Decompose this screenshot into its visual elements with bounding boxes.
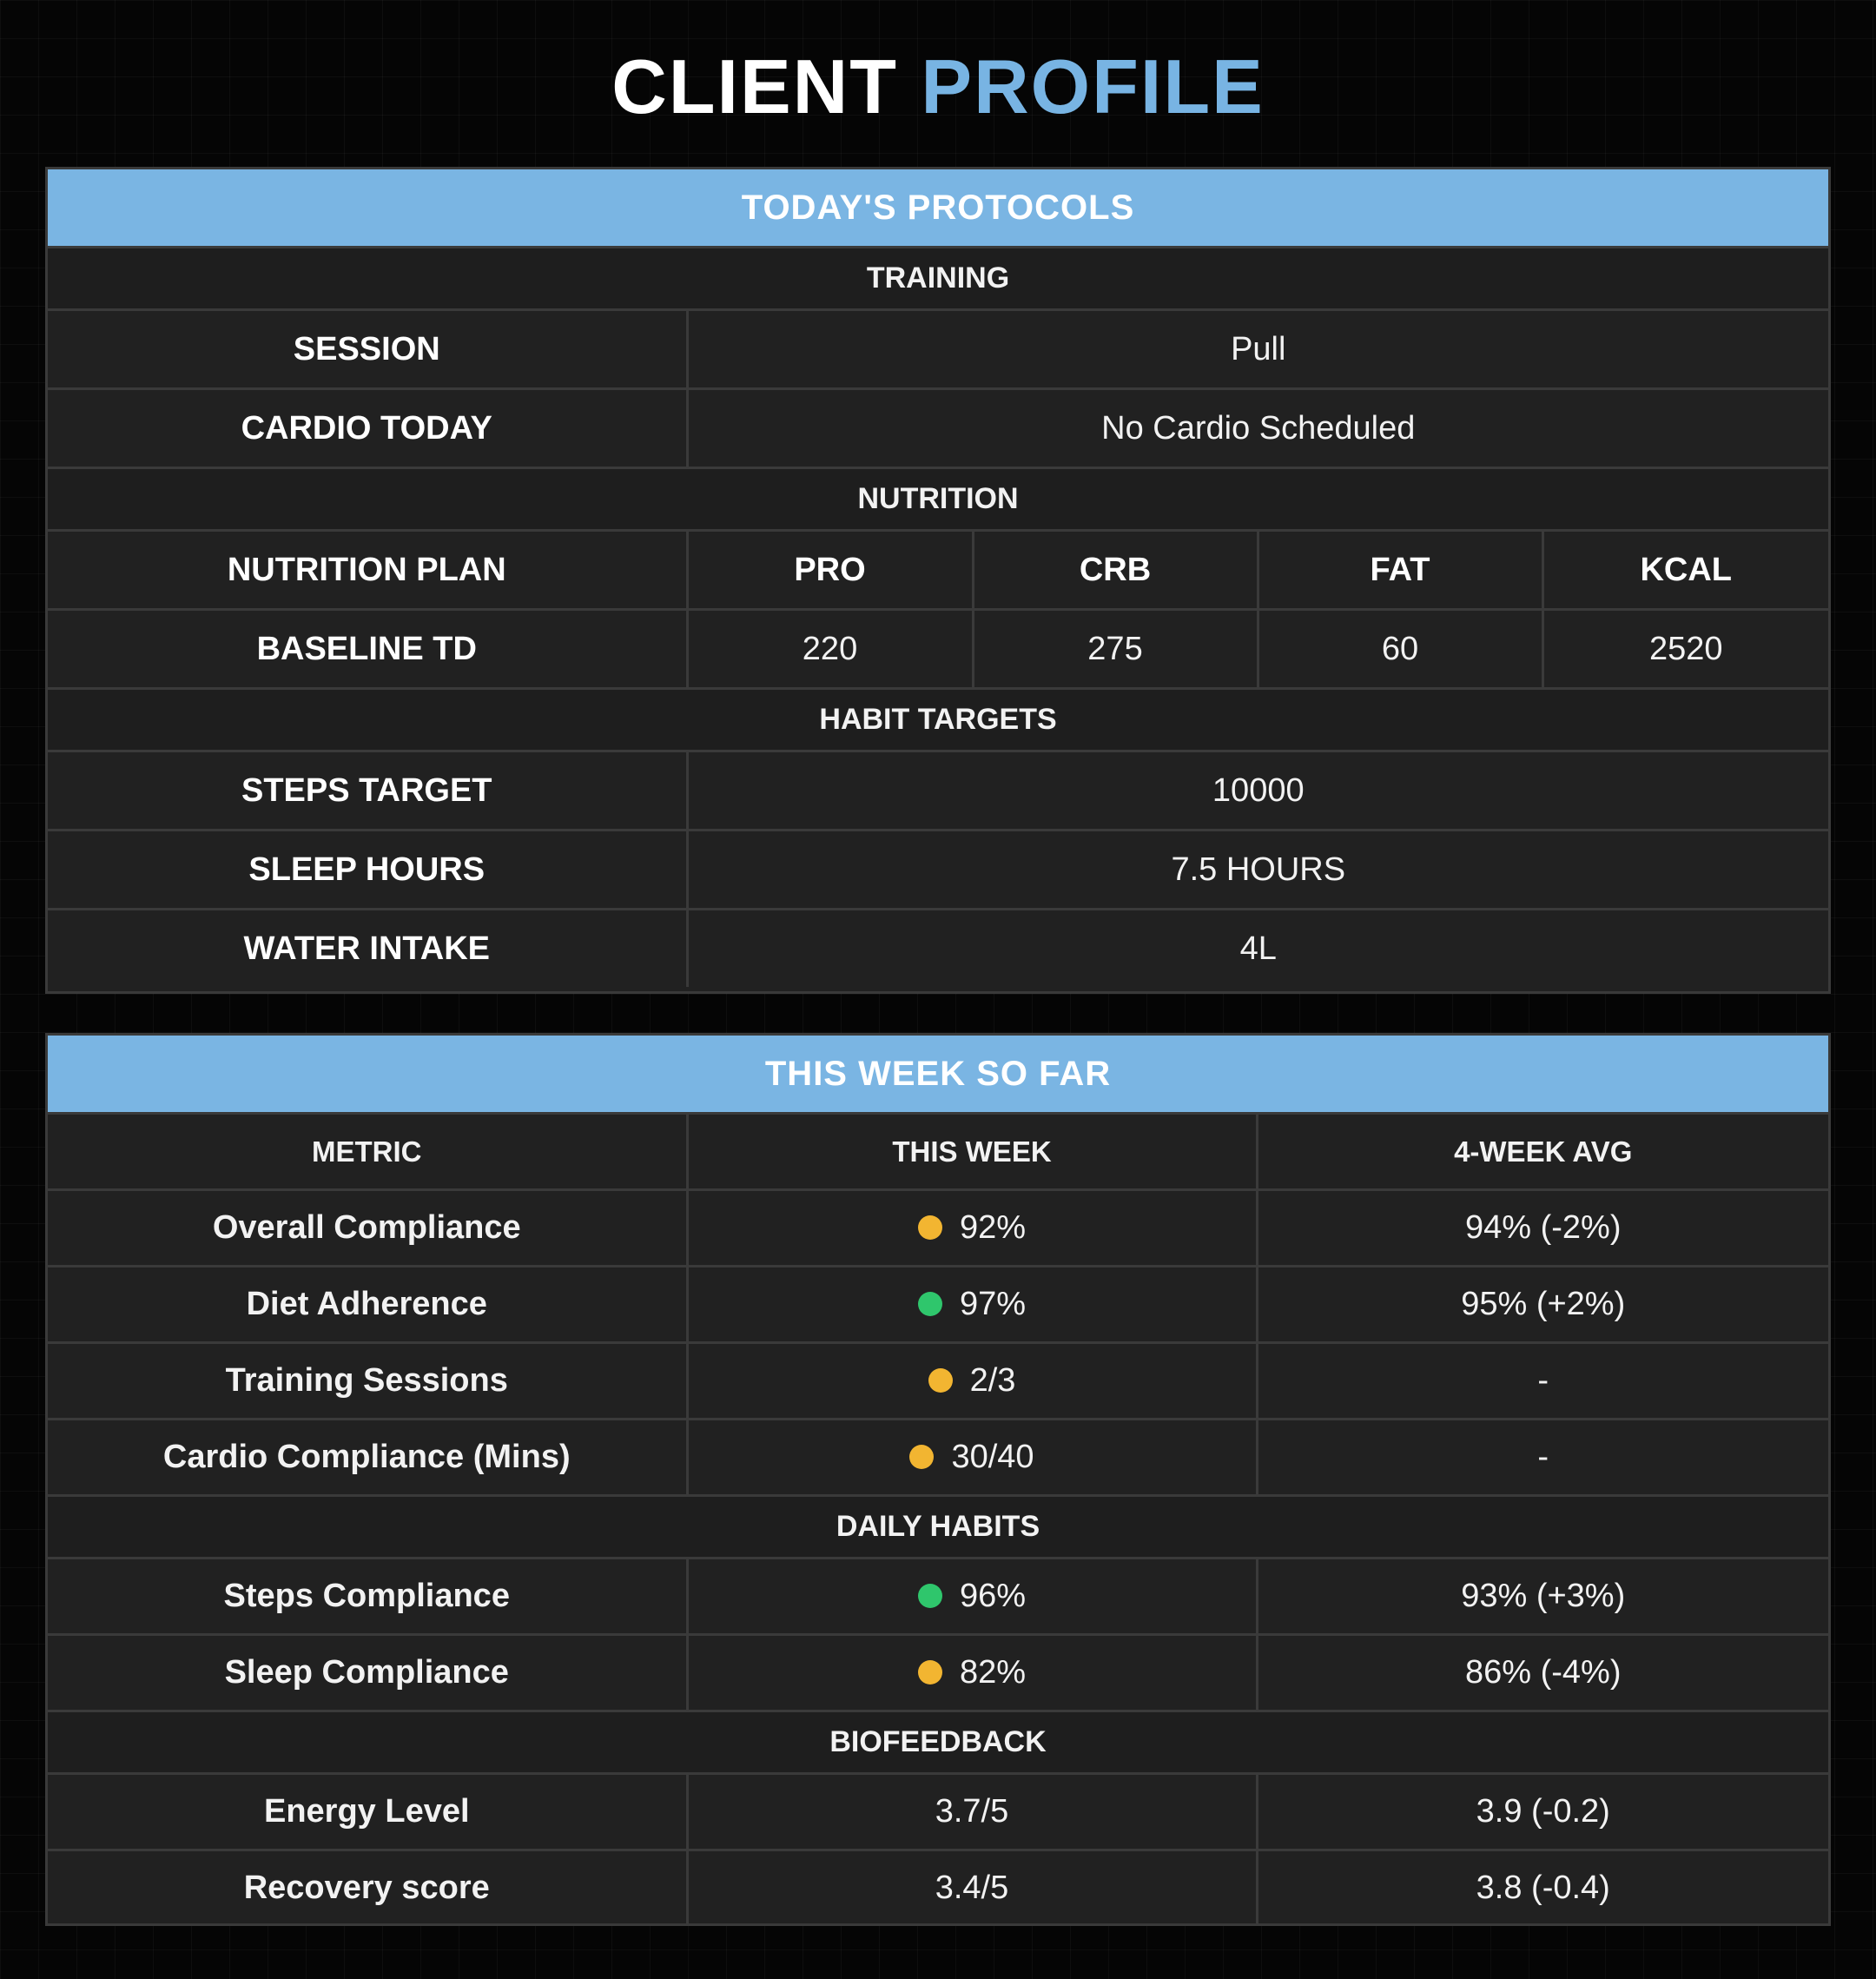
steps-target-label: STEPS TARGET [48, 751, 687, 831]
this-week-column-header: THIS WEEK [687, 1115, 1257, 1190]
week-table [48, 1115, 1828, 1925]
todays-protocols-panel [45, 167, 1831, 994]
title-word-client: CLIENT [611, 43, 898, 129]
sleep-compliance-value: 82% [959, 1654, 1027, 1691]
energy-level-avg: 3.9 (-0.2) [1257, 1774, 1828, 1850]
carbs-header: CRB [973, 531, 1258, 610]
status-dot-icon [928, 1368, 953, 1393]
status-dot-icon [918, 1292, 942, 1316]
kcal-header: KCAL [1542, 531, 1828, 610]
status-dot-icon [918, 1584, 942, 1608]
diet-adherence-value: 97% [959, 1286, 1027, 1322]
biofeedback-section-label: BIOFEEDBACK [48, 1711, 1828, 1774]
sleep-hours-label: SLEEP HOURS [48, 831, 687, 910]
table-row [48, 1774, 1828, 1850]
carbs-value: 275 [973, 610, 1258, 689]
table-row [48, 1190, 1828, 1267]
cardio-today-value: No Cardio Scheduled [687, 389, 1828, 468]
status-dot-icon [918, 1215, 942, 1240]
water-intake-value: 4L [687, 910, 1828, 988]
biofeedback-section-row [48, 1711, 1828, 1774]
nutrition-section-label: NUTRITION [48, 468, 1828, 531]
training-sessions-avg: - [1257, 1343, 1828, 1420]
training-section-label: TRAINING [48, 248, 1828, 310]
fat-header: FAT [1258, 531, 1542, 610]
habit-targets-section-label: HABIT TARGETS [48, 689, 1828, 751]
table-row [48, 1267, 1828, 1343]
metric-header: METRIC [48, 1115, 687, 1190]
cardio-today-row [48, 389, 1828, 468]
status-dot-icon [918, 1660, 942, 1684]
table-row [48, 1420, 1828, 1496]
table-row [48, 1850, 1828, 1926]
table-row [48, 1635, 1828, 1711]
protein-value: 220 [687, 610, 973, 689]
training-sessions-value: 2/3 [969, 1362, 1016, 1399]
recovery-score-label: Recovery score [48, 1850, 687, 1926]
sleep-hours-value: 7.5 HOURS [687, 831, 1828, 910]
baseline-row [48, 610, 1828, 689]
cardio-compliance-value: 30/40 [951, 1439, 1034, 1475]
diet-adherence-label: Diet Adherence [48, 1267, 687, 1343]
steps-target-value: 10000 [687, 751, 1828, 831]
overall-compliance-avg: 94% (-2%) [1257, 1190, 1828, 1267]
recovery-score-avg: 3.8 (-0.4) [1257, 1850, 1828, 1926]
training-section-row [48, 248, 1828, 310]
kcal-value: 2520 [1542, 610, 1828, 689]
daily-habits-section-label: DAILY HABITS [48, 1496, 1828, 1559]
steps-compliance-avg: 93% (+3%) [1257, 1559, 1828, 1635]
table-row [48, 1559, 1828, 1635]
page-title [0, 35, 1876, 139]
water-intake-row [48, 910, 1828, 988]
steps-compliance-this-week [687, 1559, 1257, 1635]
steps-compliance-value: 96% [959, 1578, 1027, 1614]
protein-header: PRO [687, 531, 973, 610]
overall-compliance-value: 92% [959, 1209, 1027, 1246]
session-value: Pull [687, 310, 1828, 389]
overall-compliance-this-week [687, 1190, 1257, 1267]
four-week-avg-header: 4-WEEK AVG [1257, 1115, 1828, 1190]
session-row [48, 310, 1828, 389]
diet-adherence-avg: 95% (+2%) [1257, 1267, 1828, 1343]
table-row [48, 1343, 1828, 1420]
week-column-header-row [48, 1115, 1828, 1190]
nutrition-header-row [48, 531, 1828, 610]
cardio-today-label: CARDIO TODAY [48, 389, 687, 468]
fat-value: 60 [1258, 610, 1542, 689]
sleep-compliance-this-week [687, 1635, 1257, 1711]
daily-habits-section-row [48, 1496, 1828, 1559]
this-week-panel [45, 1033, 1831, 1926]
cardio-compliance-avg: - [1257, 1420, 1828, 1496]
energy-level-label: Energy Level [48, 1774, 687, 1850]
water-intake-label: WATER INTAKE [48, 910, 687, 988]
sleep-hours-row [48, 831, 1828, 910]
nutrition-section-row [48, 468, 1828, 531]
sleep-compliance-avg: 86% (-4%) [1257, 1635, 1828, 1711]
training-sessions-this-week [687, 1343, 1257, 1420]
session-label: SESSION [48, 310, 687, 389]
overall-compliance-label: Overall Compliance [48, 1190, 687, 1267]
nutrition-plan-header: NUTRITION PLAN [48, 531, 687, 610]
diet-adherence-this-week [687, 1267, 1257, 1343]
steps-compliance-label: Steps Compliance [48, 1559, 687, 1635]
cardio-compliance-label: Cardio Compliance (Mins) [48, 1420, 687, 1496]
habit-targets-section-row [48, 689, 1828, 751]
baseline-label: BASELINE TD [48, 610, 687, 689]
training-sessions-label: Training Sessions [48, 1343, 687, 1420]
energy-level-this-week: 3.7/5 [687, 1774, 1257, 1850]
recovery-score-this-week: 3.4/5 [687, 1850, 1257, 1926]
protocols-table [48, 248, 1828, 987]
status-dot-icon [909, 1445, 934, 1469]
title-word-profile: PROFILE [921, 43, 1265, 129]
todays-protocols-header: TODAY'S PROTOCOLS [48, 169, 1828, 248]
cardio-compliance-this-week [687, 1420, 1257, 1496]
this-week-header: THIS WEEK SO FAR [48, 1036, 1828, 1115]
sleep-compliance-label: Sleep Compliance [48, 1635, 687, 1711]
steps-target-row [48, 751, 1828, 831]
